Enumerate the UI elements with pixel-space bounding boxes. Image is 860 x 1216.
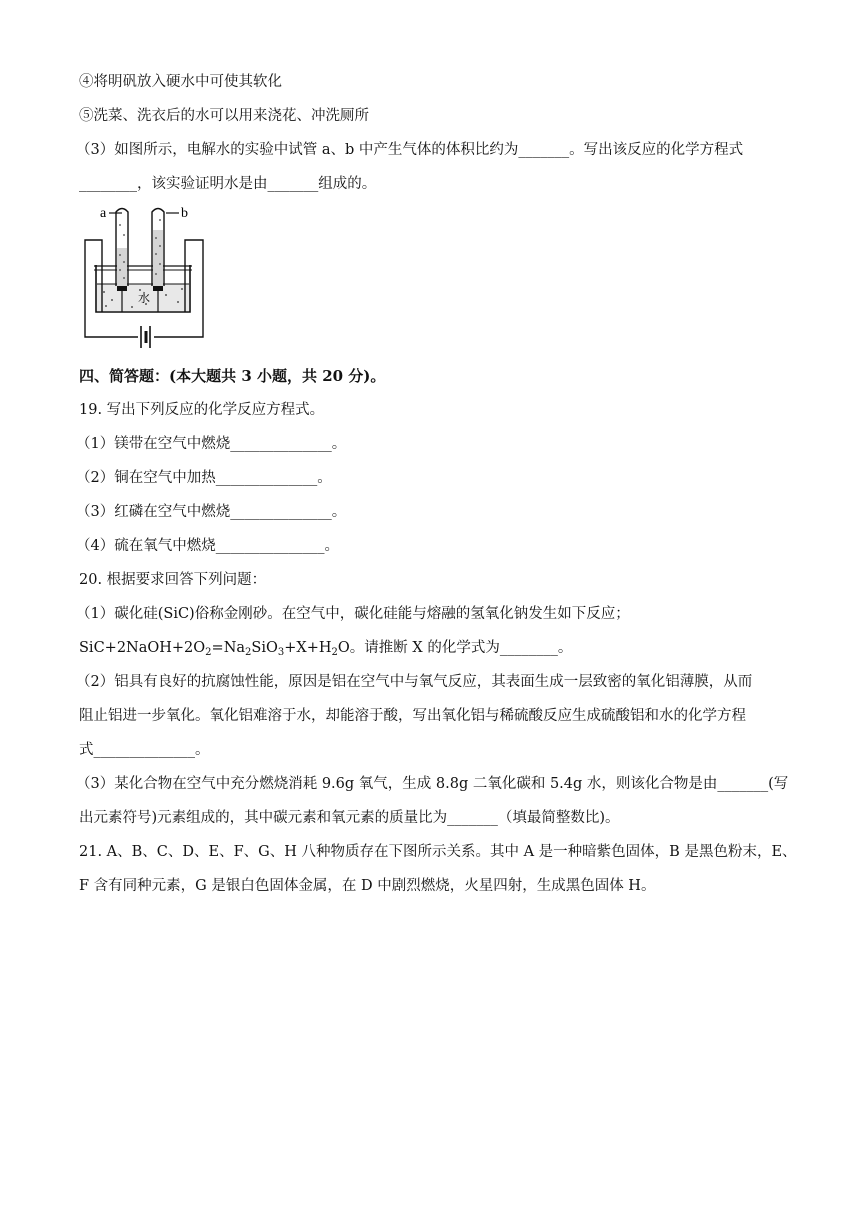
question-21: 21. A、B、C、D、E、F、G、H 八种物质存在下图所示关系。其中 A 是一种暗紫色固体，B 是黑色粉末，E、 — [79, 844, 797, 860]
question-20-3-cont: 出元素符号)元素组成的，其中碳元素和氧元素的质量比为_______（填最简整数比)。 — [79, 810, 620, 826]
question-19-2: （2）铜在空气中加热______________。 — [76, 470, 332, 486]
question-20-1: （1）碳化硅(SiC)俗称金刚砂。在空气中，碳化硅能与熔融的氢氧化钠发生如下反应； — [76, 606, 630, 622]
line-item-5: ⑤洗菜、洗衣后的水可以用来浇花、冲洗厕所 — [79, 108, 369, 124]
electrolysis-apparatus-figure — [82, 200, 212, 360]
eq-part: SiC+2NaOH+2O — [79, 640, 206, 656]
eq-sub: 2 — [331, 647, 338, 658]
question-18-3: （3）如图所示，电解水的实验中试管 a、b 中产生气体的体积比约为_______。写出该反应的化学方程式 — [76, 142, 744, 158]
question-20: 20. 根据要求回答下列问题： — [79, 572, 267, 588]
eq-part: SiO — [251, 640, 278, 656]
question-21-cont: F 含有同种元素，G 是银白色固体金属，在 D 中剧烈燃烧，火星四射，生成黑色固体 H。 — [79, 878, 656, 894]
line-item-4: ④将明矾放入硬水中可使其软化 — [79, 74, 282, 90]
water-label: 水 — [138, 291, 151, 305]
eq-part: +X+H — [284, 640, 332, 656]
question-19-4: （4）硫在氧气中燃烧_______________。 — [76, 538, 339, 554]
question-18-3-cont: ________，该实验证明水是由_______组成的。 — [79, 176, 377, 192]
eq-part: =Na — [211, 640, 246, 656]
question-19: 19. 写出下列反应的化学反应方程式。 — [79, 402, 325, 418]
question-20-2-cont2: 式______________。 — [79, 742, 210, 758]
eq-part: O。请推断 X 的化学式为________。 — [337, 640, 573, 656]
eq-sub: 3 — [277, 647, 285, 658]
question-20-1-equation — [79, 638, 572, 658]
section-4-heading: 四、简答题：(本大题共 3 小题，共 20 分)。 — [79, 367, 386, 385]
eq-sub: 2 — [245, 647, 252, 658]
label-b: b — [181, 206, 188, 221]
label-a: a — [100, 206, 107, 221]
question-20-2: （2）铝具有良好的抗腐蚀性能，原因是铝在空气中与氧气反应，其表面生成一层致密的氧化铝薄膜，从而 — [76, 674, 753, 690]
question-19-1: （1）镁带在空气中燃烧______________。 — [76, 436, 347, 452]
eq-sub: 2 — [205, 647, 212, 658]
question-20-3: （3）某化合物在空气中充分燃烧消耗 9.6g 氧气，生成 8.8g 二氧化碳和 5.4g 水，则该化合物是由_______(写 — [76, 776, 789, 792]
question-19-3: （3）红磷在空气中燃烧______________。 — [76, 504, 347, 520]
question-20-2-cont: 阻止铝进一步氧化。氧化铝难溶于水，却能溶于酸，写出氧化铝与稀硫酸反应生成硫酸铝和水的化学方程 — [79, 708, 746, 724]
